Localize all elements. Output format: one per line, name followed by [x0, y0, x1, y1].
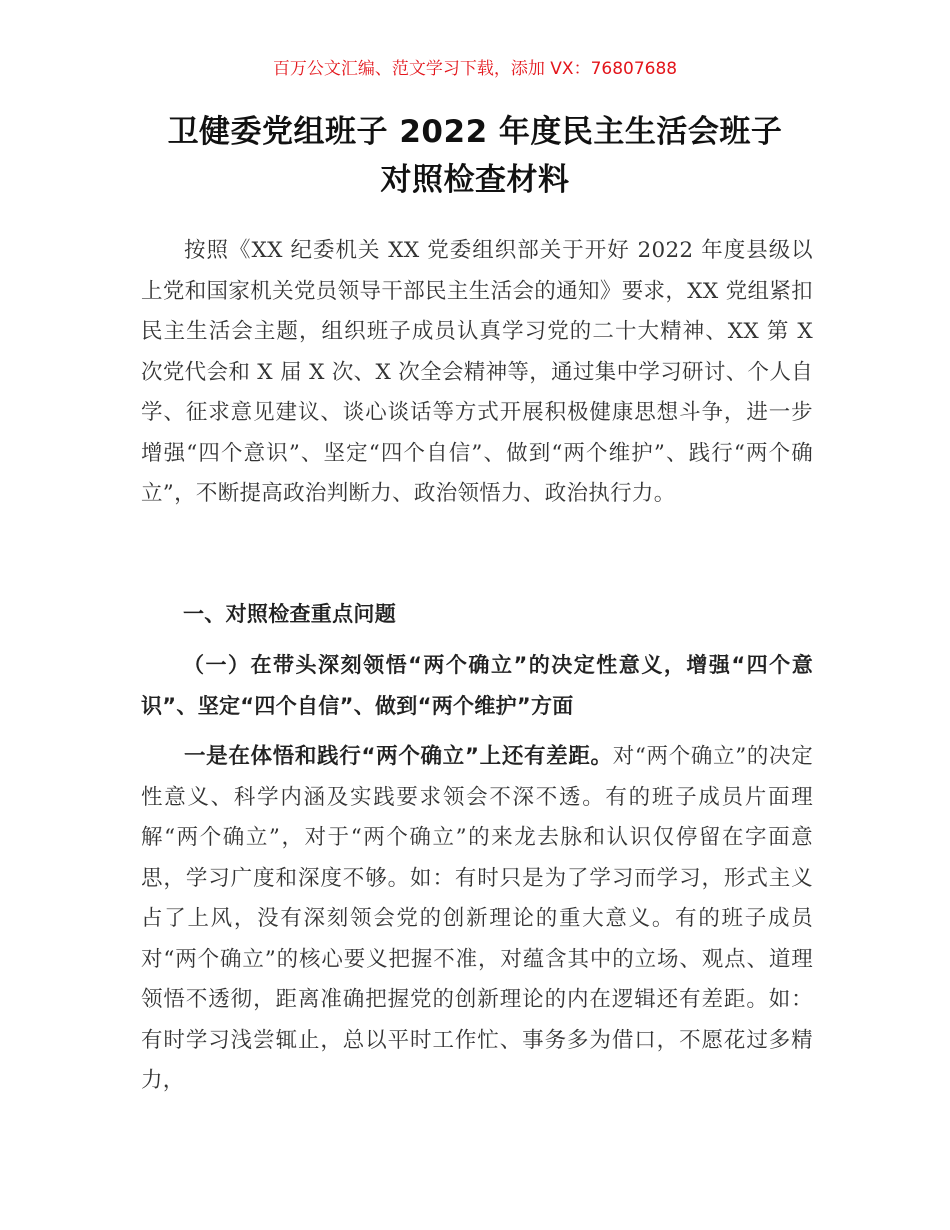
point-paragraph — [141, 737, 813, 1102]
document-title — [0, 108, 950, 204]
title-line-2: 对照检查材料 — [380, 162, 570, 198]
intro-paragraph: 按照《XX 纪委机关 XX 党委组织部关于开好 2022 年度县级以上党和国家机关党员领导干部民主生活会的通知》要求，XX 党组紧扣民主生活会主题，组织班子成员认真学习党的二十大精神、XX 第 X 次党代会和 X 届 X 次、X 次全会精神等，通过集中学习研讨、个人自学、征求意见建议、谈心谈话等方式开展积极健康思想斗争，进一步增强“四个意识”、坚定“四个自信”、做到“两个维护”、践行“两个确立”，不断提高政治判断力、政治领悟力、政治执行力。 — [141, 238, 813, 506]
promo-banner: 百万公文汇编、范文学习下载，添加 VX：76807688 — [272, 59, 678, 79]
section-heading: 一、对照检查重点问题 — [183, 602, 396, 626]
subsection-heading: （一）在带头深刻领悟“两个确立”的决定性意义，增强“四个意识”、坚定“四个自信”、做到“两个维护”方面 — [141, 653, 813, 718]
point-1 — [141, 737, 813, 1102]
point-body: 对“两个确立”的决定性意义、科学内涵及实践要求领会不深不透。有的班子成员片面理解“两个确立”，对于“两个确立”的来龙去脉和认识仅停留在字面意思，学习广度和深度不够。如：有时只是为了学习而学习，形式主义占了上风，没有深刻领会党的创新理论的重大意义。有的班子成员对“两个确立”的核心要义把握不准，对蕴含其中的立场、观点、道理领悟不透彻，距离准确把握党的创新理论的内在逻辑还有差距。如：有时学习浅尝辄止，总以平时工作忙、事务多为借口，不愿花过多精力， — [141, 744, 814, 1093]
section-1 — [141, 594, 813, 635]
subsection-1 — [141, 645, 813, 726]
point-lead: 一是在体悟和践行“两个确立”上还有差距。 — [184, 744, 613, 769]
intro-section — [141, 231, 813, 515]
title-line-1: 卫健委党组班子 2022 年度民主生活会班子 — [167, 114, 783, 150]
